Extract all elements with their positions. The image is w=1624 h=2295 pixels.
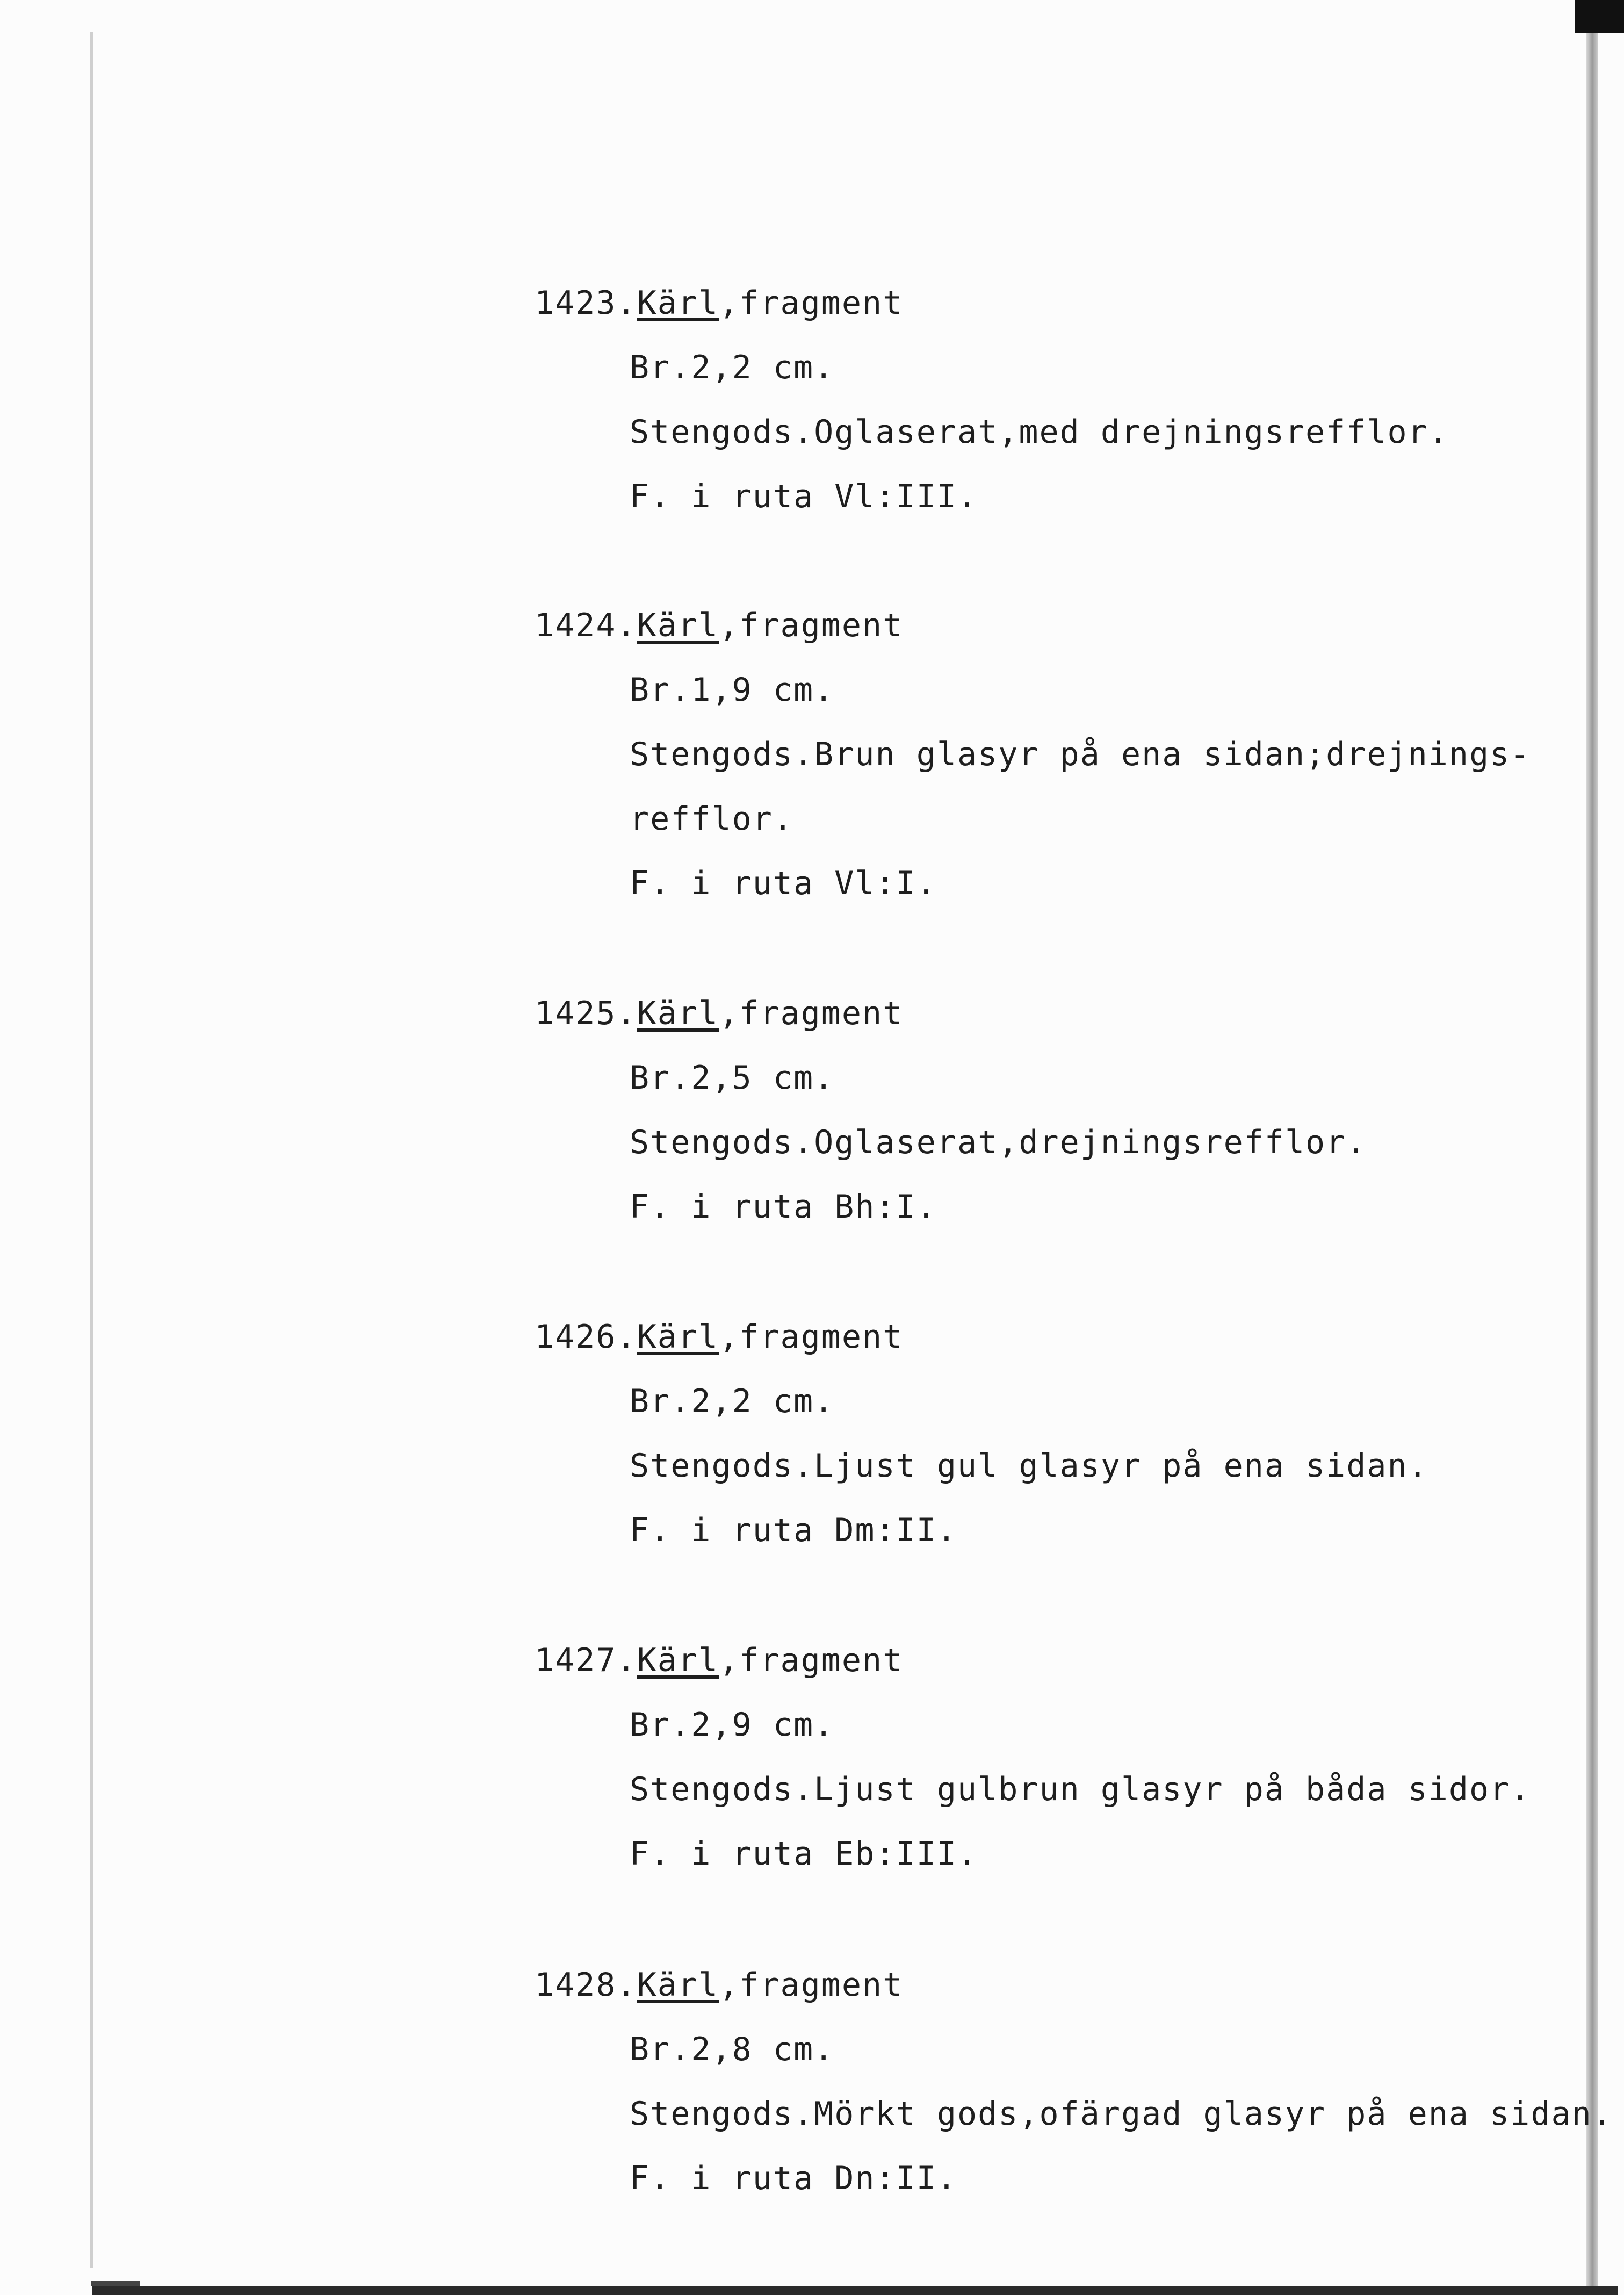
entry-number: 1425. bbox=[535, 995, 637, 1032]
entry-number: 1427. bbox=[535, 1642, 637, 1679]
entry-heading bbox=[535, 1318, 903, 1356]
entry-description: Stengods.Oglaserat,drejningsrefflor. bbox=[630, 1124, 1367, 1161]
entry-description: Stengods.Mörkt gods,ofärgad glasyr på ena sidan. bbox=[630, 2095, 1613, 2133]
entry-heading bbox=[535, 606, 903, 645]
entry-size: Br.1,9 cm. bbox=[630, 671, 835, 709]
entry-number: 1426. bbox=[535, 1318, 637, 1356]
entry-title: Kärl bbox=[637, 284, 719, 322]
entry-number: 1424. bbox=[535, 607, 637, 644]
entry-heading bbox=[535, 994, 903, 1033]
entry-size: Br.2,2 cm. bbox=[630, 349, 835, 386]
entry-size: Br.2,5 cm. bbox=[630, 1059, 835, 1097]
entry-title: Kärl bbox=[637, 995, 719, 1032]
entry-findspot: F. i ruta Bh:I. bbox=[630, 1188, 937, 1226]
entry-title: Kärl bbox=[637, 607, 719, 644]
entry-size: Br.2,2 cm. bbox=[630, 1383, 835, 1420]
entry-title-suffix: ,fragment bbox=[719, 995, 904, 1032]
entry-number: 1423. bbox=[535, 284, 637, 322]
entry-findspot: F. i ruta Eb:III. bbox=[630, 1835, 978, 1873]
entry-size: Br.2,8 cm. bbox=[630, 2031, 835, 2068]
entry-findspot: F. i ruta Dm:II. bbox=[630, 1512, 957, 1549]
entry-heading bbox=[535, 1641, 903, 1680]
entry-title-suffix: ,fragment bbox=[719, 284, 904, 322]
scan-corner-mark bbox=[1575, 0, 1624, 33]
entry-findspot: F. i ruta Dn:II. bbox=[630, 2160, 957, 2197]
entry-title-suffix: ,fragment bbox=[719, 1966, 904, 2004]
entry-description-cont: refflor. bbox=[630, 800, 793, 838]
entry-heading bbox=[535, 284, 903, 322]
entry-number: 1428. bbox=[535, 1966, 637, 2004]
entry-title: Kärl bbox=[637, 1318, 719, 1356]
entry-findspot: F. i ruta Vl:III. bbox=[630, 478, 978, 515]
entry-title: Kärl bbox=[637, 1966, 719, 2004]
entry-description: Stengods.Brun glasyr på ena sidan;drejnings- bbox=[630, 736, 1531, 773]
scan-edge-left bbox=[90, 32, 93, 2268]
entry-description: Stengods.Ljust gul glasyr på ena sidan. bbox=[630, 1447, 1428, 1485]
entry-title-suffix: ,fragment bbox=[719, 607, 904, 644]
entry-title-suffix: ,fragment bbox=[719, 1318, 904, 1356]
scan-edge-bottom-left bbox=[91, 2281, 140, 2286]
entry-findspot: F. i ruta Vl:I. bbox=[630, 865, 937, 902]
entry-title: Kärl bbox=[637, 1642, 719, 1679]
entry-heading bbox=[535, 1966, 903, 2004]
scan-edge-right bbox=[1586, 32, 1598, 2289]
entry-description: Stengods.Ljust gulbrun glasyr på båda sidor. bbox=[630, 1771, 1531, 1808]
entry-size: Br.2,9 cm. bbox=[630, 1706, 835, 1744]
scan-edge-bottom bbox=[92, 2286, 1618, 2295]
entry-description: Stengods.Oglaserat,med drejningsrefflor. bbox=[630, 413, 1449, 451]
entry-title-suffix: ,fragment bbox=[719, 1642, 904, 1679]
